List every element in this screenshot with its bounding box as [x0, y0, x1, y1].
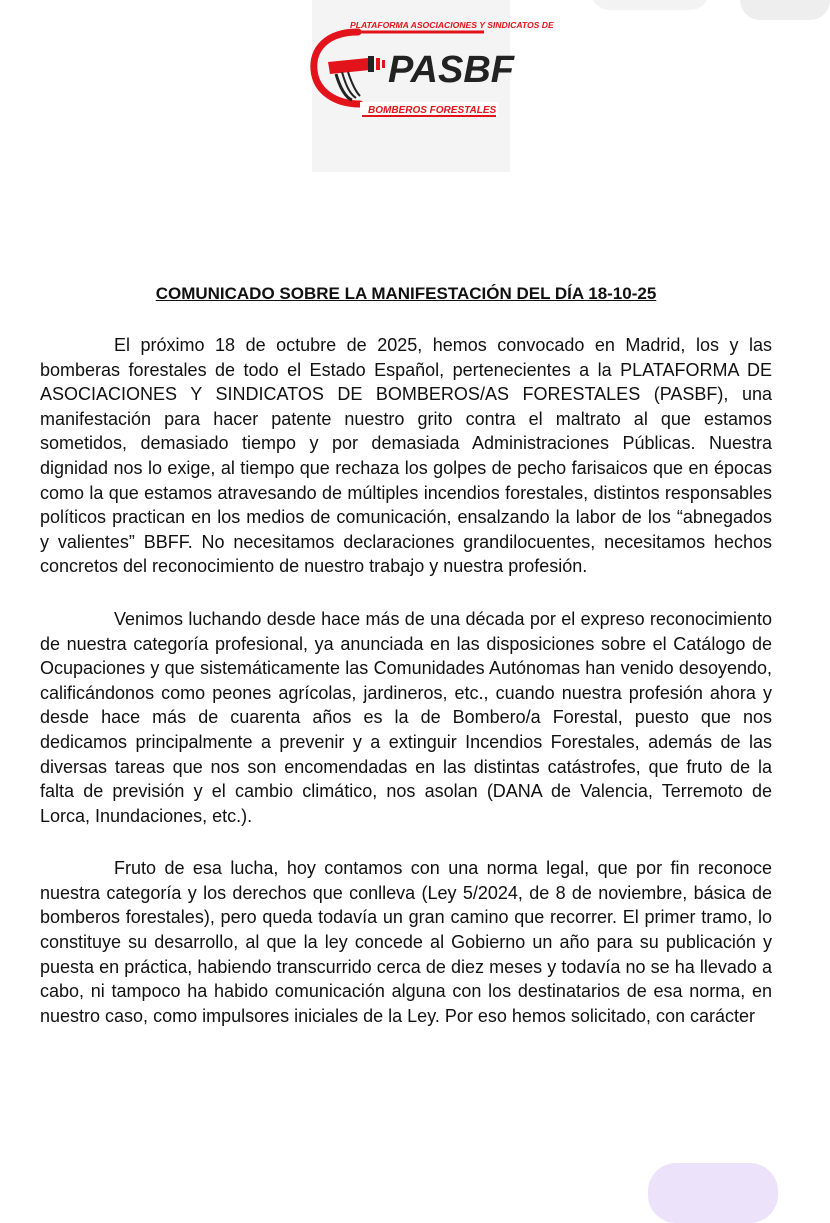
document-title: COMUNICADO SOBRE LA MANIFESTACIÓN DEL DÍA 18-10-25	[155, 284, 657, 303]
logo-main-text: PASBF	[388, 49, 514, 91]
top-ui-shape-right	[740, 0, 830, 20]
logo-top-text: PLATAFORMA ASOCIACIONES Y SINDICATOS DE	[350, 20, 554, 30]
paragraph-2: Venimos luchando desde hace más de una década por el expreso reconocimiento de nuestra categoría profesional, ya anunciada en las disposiciones sobre el Catálogo de Ocupaciones y que sistemáticamente las Comunidades Autónomas han venido desoyendo, calificándonos como peones agrícolas, jardineros, etc., cuando nuestra profesión ahora y desde hace más de cuarenta años es la de Bombero/a Forestal, puesto que nos dedicamos principalmente a prevenir y a extinguir Incendios Forestales, además de las diversas tareas que nos son encomendadas en las distintas catástrofes, que fruto de la falta de previsión y el cambio climático, nos asolan (DANA de Valencia, Terremoto de Lorca, Inundaciones, etc.).	[40, 608, 772, 826]
fire-nozzle-icon	[328, 56, 385, 100]
pasbf-logo	[306, 14, 554, 122]
logo-bottom-text: BOMBEROS FORESTALES	[368, 105, 497, 116]
paragraph-1: El próximo 18 de octubre de 2025, hemos convocado en Madrid, los y las bomberas forestales de todo el Estado Español, pertenecientes a la PLATAFORMA DE ASOCIACIONES Y SINDICATOS DE BOMBEROS/AS FORESTALES (PASBF), una manifestación para hacer patente nuestro grito contra el maltrato al que estamos sometidos, demasiado tiempo y por demasiada Administraciones Públicas. Nuestra dignidad nos lo exige, al tiempo que rechaza los golpes de pecho farisaicos que en épocas como la que estamos atravesando de múltiples incendios forestales, distintos responsables políticos practican en los medios de comunicación, ensalzando la labor de los “abnegados y valientes” BBFF. No necesitamos declaraciones grandilocuentes, necesitamos hechos concretos del reconocimiento de nuestro trabajo y nuestra profesión.	[40, 335, 772, 577]
document-body	[40, 333, 772, 1056]
floating-action-button[interactable]	[648, 1163, 778, 1223]
top-ui-shape-left	[590, 0, 710, 10]
paragraph-3: Fruto de esa lucha, hoy contamos con una norma legal, que por fin reconoce nuestra categoría y los derechos que conlleva (Ley 5/2024, de 8 de noviembre, básica de bomberos forestales), pero queda todavía un gran camino que recorrer. El primer tramo, lo constituye su desarrollo, al que la ley concede al Gobierno un año para su publicación y puesta en práctica, habiendo transcurrido cerca de diez meses y todavía no se ha llevado a cabo, ni tampoco ha habido comunicación alguna con los destinatarios de esa norma, en nuestro caso, como impulsores iniciales de la Ley. Por eso hemos solicitado, con carácter	[40, 858, 772, 1026]
